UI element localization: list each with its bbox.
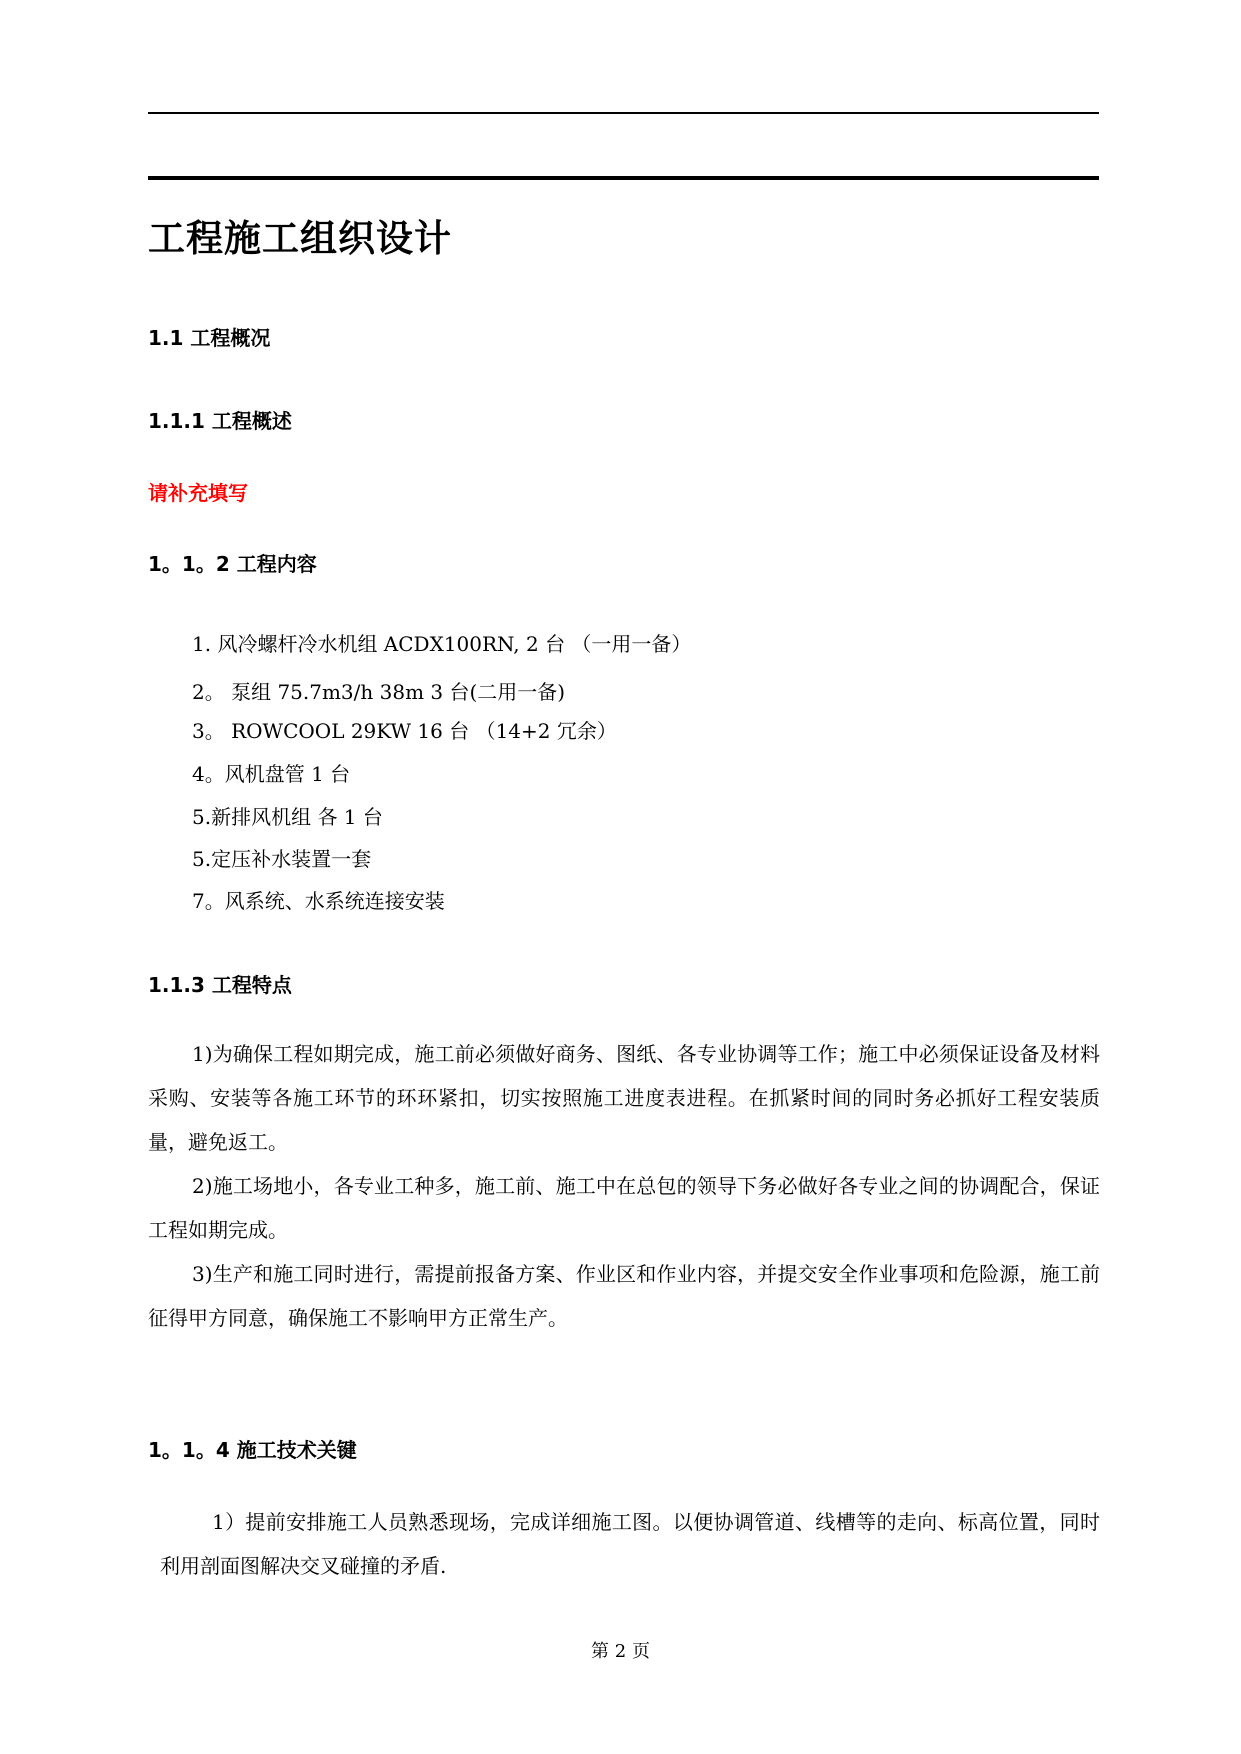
- section-heading-1-1-2: 1。1。2 工程内容: [148, 552, 317, 576]
- content-item: 3。 ROWCOOL 29KW 16 台 （14+2 冗余）: [192, 719, 617, 743]
- content-item: 5.新排风机组 各 1 台: [192, 805, 383, 829]
- feature-paragraph: 1)为确保工程如期完成，施工前必须做好商务、图纸、各专业协调等工作；施工中必须保证设备及材料采购、安装等各施工环节的环环紧扣，切实按照施工进度表进程。在抓紧时间的同时务必抓好工程安装质量，避免返工。: [148, 1042, 1100, 1154]
- content-item: 1. 风冷螺杆冷水机组 ACDX100RN, 2 台 （一用一备）: [192, 632, 692, 656]
- section-heading-1-1-1: 1.1.1 工程概述: [148, 409, 292, 433]
- page-number: 第 2 页: [591, 1641, 650, 1662]
- section-heading-1-1-3: 1.1.3 工程特点: [148, 973, 292, 997]
- content-item: 2。 泵组 75.7m3/h 38m 3 台(二用一备): [192, 680, 566, 704]
- section-heading-1-1-4: 1。1。4 施工技术关键: [148, 1438, 357, 1462]
- feature-paragraph: 2)施工场地小，各专业工种多，施工前、施工中在总包的领导下务必做好各专业之间的协调配合，保证工程如期完成。: [148, 1174, 1100, 1242]
- section-heading-1-1: 1.1 工程概况: [148, 326, 271, 350]
- header-rule: [148, 112, 1099, 114]
- content-item: 5.定压补水装置一套: [192, 847, 372, 871]
- key-point-paragraph: 1）提前安排施工人员熟悉现场，完成详细施工图。以便协调管道、线槽等的走向、标高位置，同时利用剖面图解决交叉碰撞的矛盾.: [160, 1510, 1100, 1578]
- document-title: 工程施工组织设计: [148, 217, 452, 260]
- content-item: 7。风系统、水系统连接安装: [192, 889, 445, 913]
- content-item: 4。风机盘管 1 台: [192, 762, 351, 786]
- fill-in-note: 请补充填写: [148, 481, 248, 505]
- feature-paragraph: 3)生产和施工同时进行，需提前报备方案、作业区和作业内容，并提交安全作业事项和危险源，施工前征得甲方同意，确保施工不影响甲方正常生产。: [148, 1262, 1100, 1330]
- header-thick-rule: [148, 176, 1099, 180]
